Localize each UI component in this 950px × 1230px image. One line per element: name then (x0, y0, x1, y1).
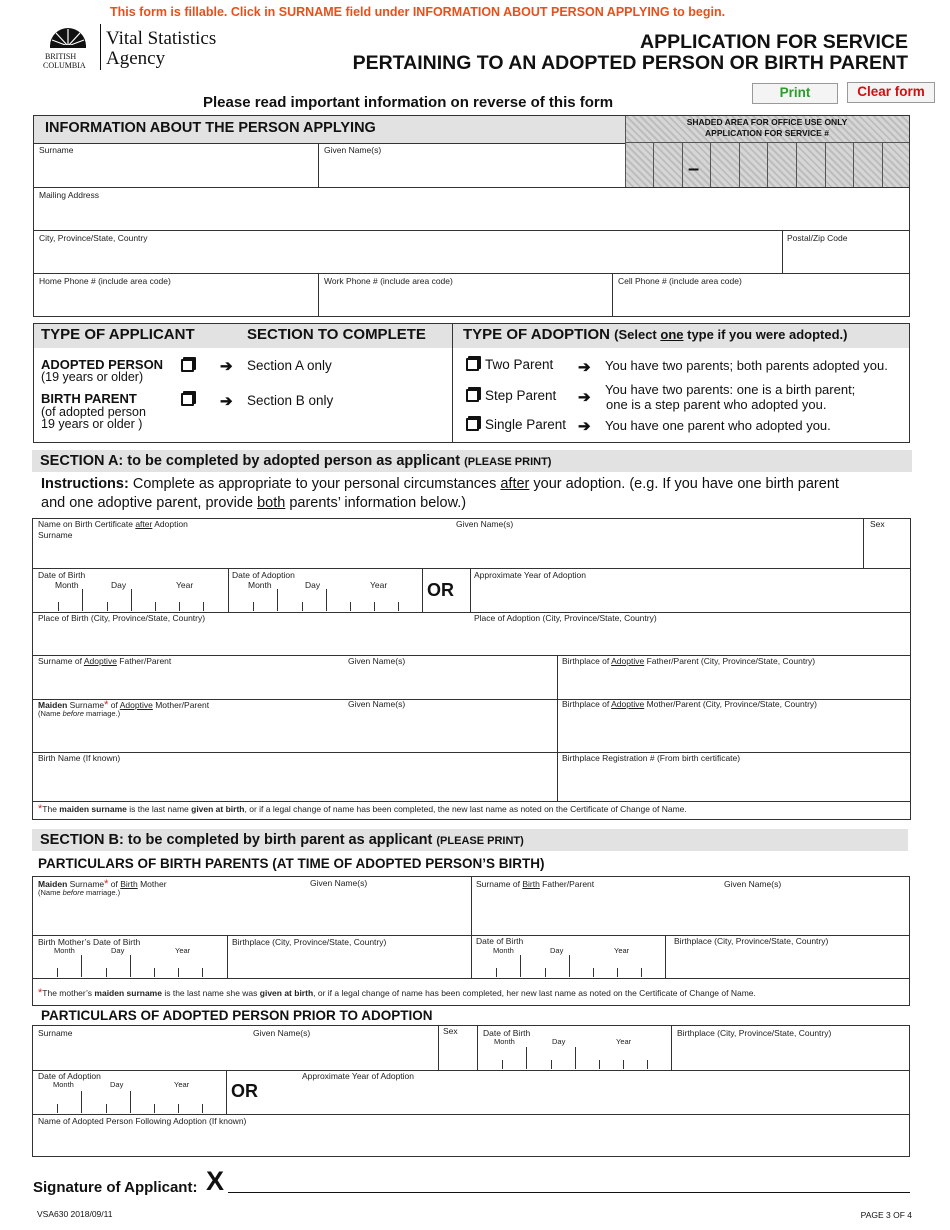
a-doa-month-field[interactable]: Month (248, 580, 272, 590)
signature-label: Signature of Applicant: (33, 1179, 198, 1196)
date-tick-mark (106, 1104, 107, 1113)
date-tick-mark (545, 968, 546, 977)
birth-parent-sub1: (of adopted person (41, 405, 146, 419)
section-to-complete-title: SECTION TO COMPLETE (247, 326, 426, 343)
date-tick-mark (154, 968, 155, 977)
date-tick-mark (178, 968, 179, 977)
b-doa-label: Date of Adoption (38, 1071, 101, 1081)
logo-british: BRITISH (45, 52, 77, 61)
type-of-adoption-title: TYPE OF ADOPTION (Select one type if you were adopted.) (463, 326, 848, 343)
date-tick-mark (155, 602, 156, 611)
date-tick-mark (623, 1060, 624, 1069)
step-parent-checkbox[interactable] (466, 389, 479, 402)
b-name-following-adoption-field[interactable]: Name of Adopted Person Following Adoption (If known) (38, 1116, 247, 1126)
a-approx-year-field[interactable]: Approximate Year of Adoption (474, 570, 586, 580)
b-approx-year-field[interactable]: Approximate Year of Adoption (302, 1071, 414, 1081)
birth-parent-checkbox[interactable] (181, 393, 194, 406)
b-father-dob-month-field[interactable]: Month (493, 946, 514, 955)
mailing-address-field[interactable]: Mailing Address (39, 190, 100, 200)
applicant-info-title: INFORMATION ABOUT THE PERSON APPLYING (45, 120, 376, 136)
b-mother-given-field[interactable]: Given Name(s) (310, 878, 368, 888)
office-app-label: APPLICATION FOR SERVICE # (705, 128, 829, 138)
b-father-birthplace-field[interactable]: Birthplace (City, Province/State, Country) (674, 936, 829, 946)
a-sex-field[interactable]: Sex (870, 519, 885, 529)
page-number: PAGE 3 OF 4 (860, 1210, 912, 1220)
arrow-icon: ➔ (220, 393, 233, 410)
a-adoptive-father-given-field[interactable]: Given Name(s) (348, 656, 406, 666)
two-parent-desc: You have two parents; both parents adopted you. (605, 358, 888, 373)
b-father-dob-year-field[interactable]: Year (614, 946, 630, 955)
logo-agency-line1: Vital Statistics (106, 28, 217, 49)
arrow-icon: ➔ (578, 389, 591, 406)
arrow-icon: ➔ (578, 418, 591, 435)
date-group-divider (130, 955, 131, 977)
date-group-divider (131, 589, 132, 611)
date-tick-mark (203, 602, 204, 611)
date-tick-mark (154, 1104, 155, 1113)
date-tick-mark (374, 602, 375, 611)
type-of-applicant-title: TYPE OF APPLICANT (41, 326, 195, 343)
b-adopted-given-field[interactable]: Given Name(s) (253, 1028, 311, 1038)
date-tick-mark (253, 602, 254, 611)
date-tick-mark (107, 602, 108, 611)
single-parent-checkbox[interactable] (466, 418, 479, 431)
section-b-only-label: Section B only (247, 393, 334, 408)
b-adopted-surname-field[interactable]: Surname (38, 1028, 73, 1038)
adopted-person-checkbox[interactable] (181, 359, 194, 372)
particulars-adopted-title: PARTICULARS OF ADOPTED PERSON PRIOR TO ADOPTION (41, 1008, 433, 1023)
a-adoptive-mother-birthplace-field[interactable]: Birthplace of Adoptive Mother/Parent (City, Province/State, Country) (562, 699, 817, 709)
postal-code-field[interactable]: Postal/Zip Code (787, 233, 848, 243)
two-parent-checkbox[interactable] (466, 358, 479, 371)
adopted-person-sub: (19 years or older) (41, 370, 144, 384)
a-dob-label: Date of Birth (38, 570, 86, 580)
office-dash: – (688, 158, 700, 180)
b-mother-dob-label: Birth Mother’s Date of Birth (38, 937, 141, 947)
b-adopted-birthplace-field[interactable]: Birthplace (City, Province/State, Country) (677, 1028, 832, 1038)
date-tick-mark (551, 1060, 552, 1069)
a-maiden-surname-field[interactable]: Maiden Surname* of Adoptive Mother/Parent (38, 699, 210, 711)
single-parent-label: Single Parent (485, 417, 567, 432)
date-group-divider (575, 1047, 576, 1069)
date-group-divider (569, 955, 570, 977)
form-code: VSA630 2018/09/11 (37, 1209, 113, 1219)
a-doa-label: Date of Adoption (232, 570, 295, 580)
given-names-field[interactable]: Given Name(s) (324, 145, 382, 155)
adopted-person-table (32, 1025, 910, 1157)
a-dob-year-field[interactable]: Year (176, 580, 194, 590)
step-parent-desc2: one is a step parent who adopted you. (606, 397, 827, 412)
section-b-header: SECTION B: to be completed by birth parent as applicant (PLEASE PRINT) (32, 829, 908, 851)
a-surname-field[interactable]: Surname (38, 530, 73, 540)
a-adoptive-mother-given-field[interactable]: Given Name(s) (348, 699, 406, 709)
office-use-label: SHADED AREA FOR OFFICE USE ONLY (686, 117, 848, 127)
a-adoptive-father-surname-field[interactable]: Surname of Adoptive Father/Parent (38, 656, 172, 666)
date-group-divider (326, 589, 327, 611)
fillable-notice: This form is fillable. Click in SURNAME field under INFORMATION ABOUT PERSON APPLYING to begin. (110, 5, 726, 19)
date-tick-mark (202, 968, 203, 977)
step-parent-label: Step Parent (485, 388, 557, 403)
a-birth-registration-field[interactable]: Birthplace Registration # (From birth certificate) (562, 753, 741, 763)
home-phone-field[interactable]: Home Phone # (include area code) (39, 276, 171, 286)
b-maiden-note: *The mother’s maiden surname is the last name she was given at birth, or if a legal change of name has been completed, her new last name as noted on the Certificate of Change of Name. (38, 987, 756, 999)
single-parent-desc: You have one parent who adopted you. (605, 418, 831, 433)
arrow-icon: ➔ (220, 358, 233, 375)
date-tick-mark (599, 1060, 600, 1069)
sun-crown-icon (46, 24, 90, 48)
b-mother-dob-year-field[interactable]: Year (175, 946, 191, 955)
b-doa-day-field[interactable]: Day (110, 1080, 124, 1089)
a-birth-name-field[interactable]: Birth Name (If known) (38, 753, 121, 763)
date-tick-mark (350, 602, 351, 611)
section-a-instructions-line1: Instructions: Complete as appropriate to your personal circumstances after your adoption. (e.g. If you have one birth parent (41, 476, 839, 492)
b-adopted-dob-label: Date of Birth (483, 1028, 531, 1038)
a-maiden-note: *The maiden surname is the last name given at birth, or if a legal change of name has been completed, the new last name as noted on the Certificate of Change of Name. (38, 803, 687, 815)
date-group-divider (526, 1047, 527, 1069)
a-pob-field[interactable]: Place of Birth (City, Province/State, Country) (38, 613, 206, 623)
birth-parent-label: BIRTH PARENT (41, 391, 137, 406)
surname-field[interactable]: Surname (39, 145, 74, 155)
b-father-given-field[interactable]: Given Name(s) (724, 879, 782, 889)
date-tick-mark (593, 968, 594, 977)
a-given-names-field[interactable]: Given Name(s) (456, 519, 514, 529)
date-tick-mark (178, 1104, 179, 1113)
date-group-divider (81, 955, 82, 977)
b-adopted-sex-field[interactable]: Sex (443, 1026, 458, 1036)
b-or-label: OR (231, 1081, 258, 1101)
clear-form-button[interactable]: Clear form (847, 82, 935, 103)
date-tick-mark (179, 602, 180, 611)
section-a-table (32, 518, 911, 820)
date-tick-mark (202, 1104, 203, 1113)
arrow-icon: ➔ (578, 359, 591, 376)
reverse-notice: Please read important information on reverse of this form (203, 94, 614, 111)
b-mother-birthplace-field[interactable]: Birthplace (City, Province/State, Country) (232, 937, 387, 947)
section-a-only-label: Section A only (247, 358, 332, 373)
b-adopted-dob-year-field[interactable]: Year (616, 1037, 632, 1046)
date-tick-mark (58, 602, 59, 611)
particulars-birth-parents-title: PARTICULARS OF BIRTH PARENTS (AT TIME OF ADOPTED PERSON’S BIRTH) (38, 856, 545, 871)
two-parent-label: Two Parent (485, 357, 554, 372)
section-a-header: SECTION A: to be completed by adopted person as applicant (PLEASE PRINT) (32, 450, 912, 472)
date-tick-mark (302, 602, 303, 611)
step-parent-desc1: You have two parents: one is a birth parent; (605, 382, 856, 397)
b-mother-dob-day-field[interactable]: Day (111, 946, 125, 955)
a-doa-year-field[interactable]: Year (370, 580, 388, 590)
print-button[interactable]: Print (752, 83, 838, 104)
b-adopted-dob-month-field[interactable]: Month (494, 1037, 515, 1046)
date-tick-mark (106, 968, 107, 977)
date-tick-mark (617, 968, 618, 977)
date-tick-mark (57, 968, 58, 977)
b-name-before-marriage-note: (Name before marriage.) (38, 888, 121, 897)
a-dob-day-field[interactable]: Day (111, 580, 127, 590)
date-group-divider (82, 589, 83, 611)
work-phone-field[interactable]: Work Phone # (include area code) (324, 276, 453, 286)
a-doa-day-field[interactable]: Day (305, 580, 321, 590)
a-adoptive-father-birthplace-field[interactable]: Birthplace of Adoptive Father/Parent (City, Province/State, Country) (562, 656, 816, 666)
date-group-divider (81, 1091, 82, 1113)
b-adopted-dob-day-field[interactable]: Day (552, 1037, 566, 1046)
title-line2: PERTAINING TO AN ADOPTED PERSON OR BIRTH PARENT (352, 52, 908, 74)
signature-line[interactable] (228, 1192, 910, 1193)
date-group-divider (277, 589, 278, 611)
date-tick-mark (641, 968, 642, 977)
date-tick-mark (398, 602, 399, 611)
a-dob-month-field[interactable]: Month (55, 580, 79, 590)
logo-agency-line2: Agency (106, 48, 166, 69)
b-mother-dob-month-field[interactable]: Month (54, 946, 75, 955)
b-doa-month-field[interactable]: Month (53, 1080, 74, 1089)
name-on-cert-label: Name on Birth Certificate after Adoption (38, 519, 188, 529)
b-father-surname-field[interactable]: Surname of Birth Father/Parent (476, 879, 595, 889)
b-father-dob-label: Date of Birth (476, 936, 524, 946)
a-poa-field[interactable]: Place of Adoption (City, Province/State, Country) (474, 613, 657, 623)
section-a-instructions-line2: and one adoptive parent, provide both parents’ information below.) (41, 495, 467, 511)
date-tick-mark (496, 968, 497, 977)
date-tick-mark (502, 1060, 503, 1069)
adopted-person-label: ADOPTED PERSON (41, 357, 164, 372)
a-or-label: OR (427, 580, 454, 600)
date-tick-mark (57, 1104, 58, 1113)
logo-columbia: COLUMBIA (43, 61, 86, 70)
b-doa-year-field[interactable]: Year (174, 1080, 190, 1089)
signature-x: X (206, 1166, 225, 1196)
bc-logo (40, 24, 220, 70)
title-line1: APPLICATION FOR SERVICE (640, 31, 908, 53)
date-group-divider (520, 955, 521, 977)
city-field[interactable]: City, Province/State, Country (39, 233, 148, 243)
cell-phone-field[interactable]: Cell Phone # (include area code) (618, 276, 742, 286)
date-tick-mark (647, 1060, 648, 1069)
b-father-dob-day-field[interactable]: Day (550, 946, 564, 955)
birth-parent-sub2: 19 years or older ) (41, 417, 143, 431)
date-group-divider (130, 1091, 131, 1113)
a-name-before-marriage-note: (Name before marriage.) (38, 709, 121, 718)
b-maiden-surname-field[interactable]: Maiden Surname* of Birth Mother (38, 878, 167, 890)
